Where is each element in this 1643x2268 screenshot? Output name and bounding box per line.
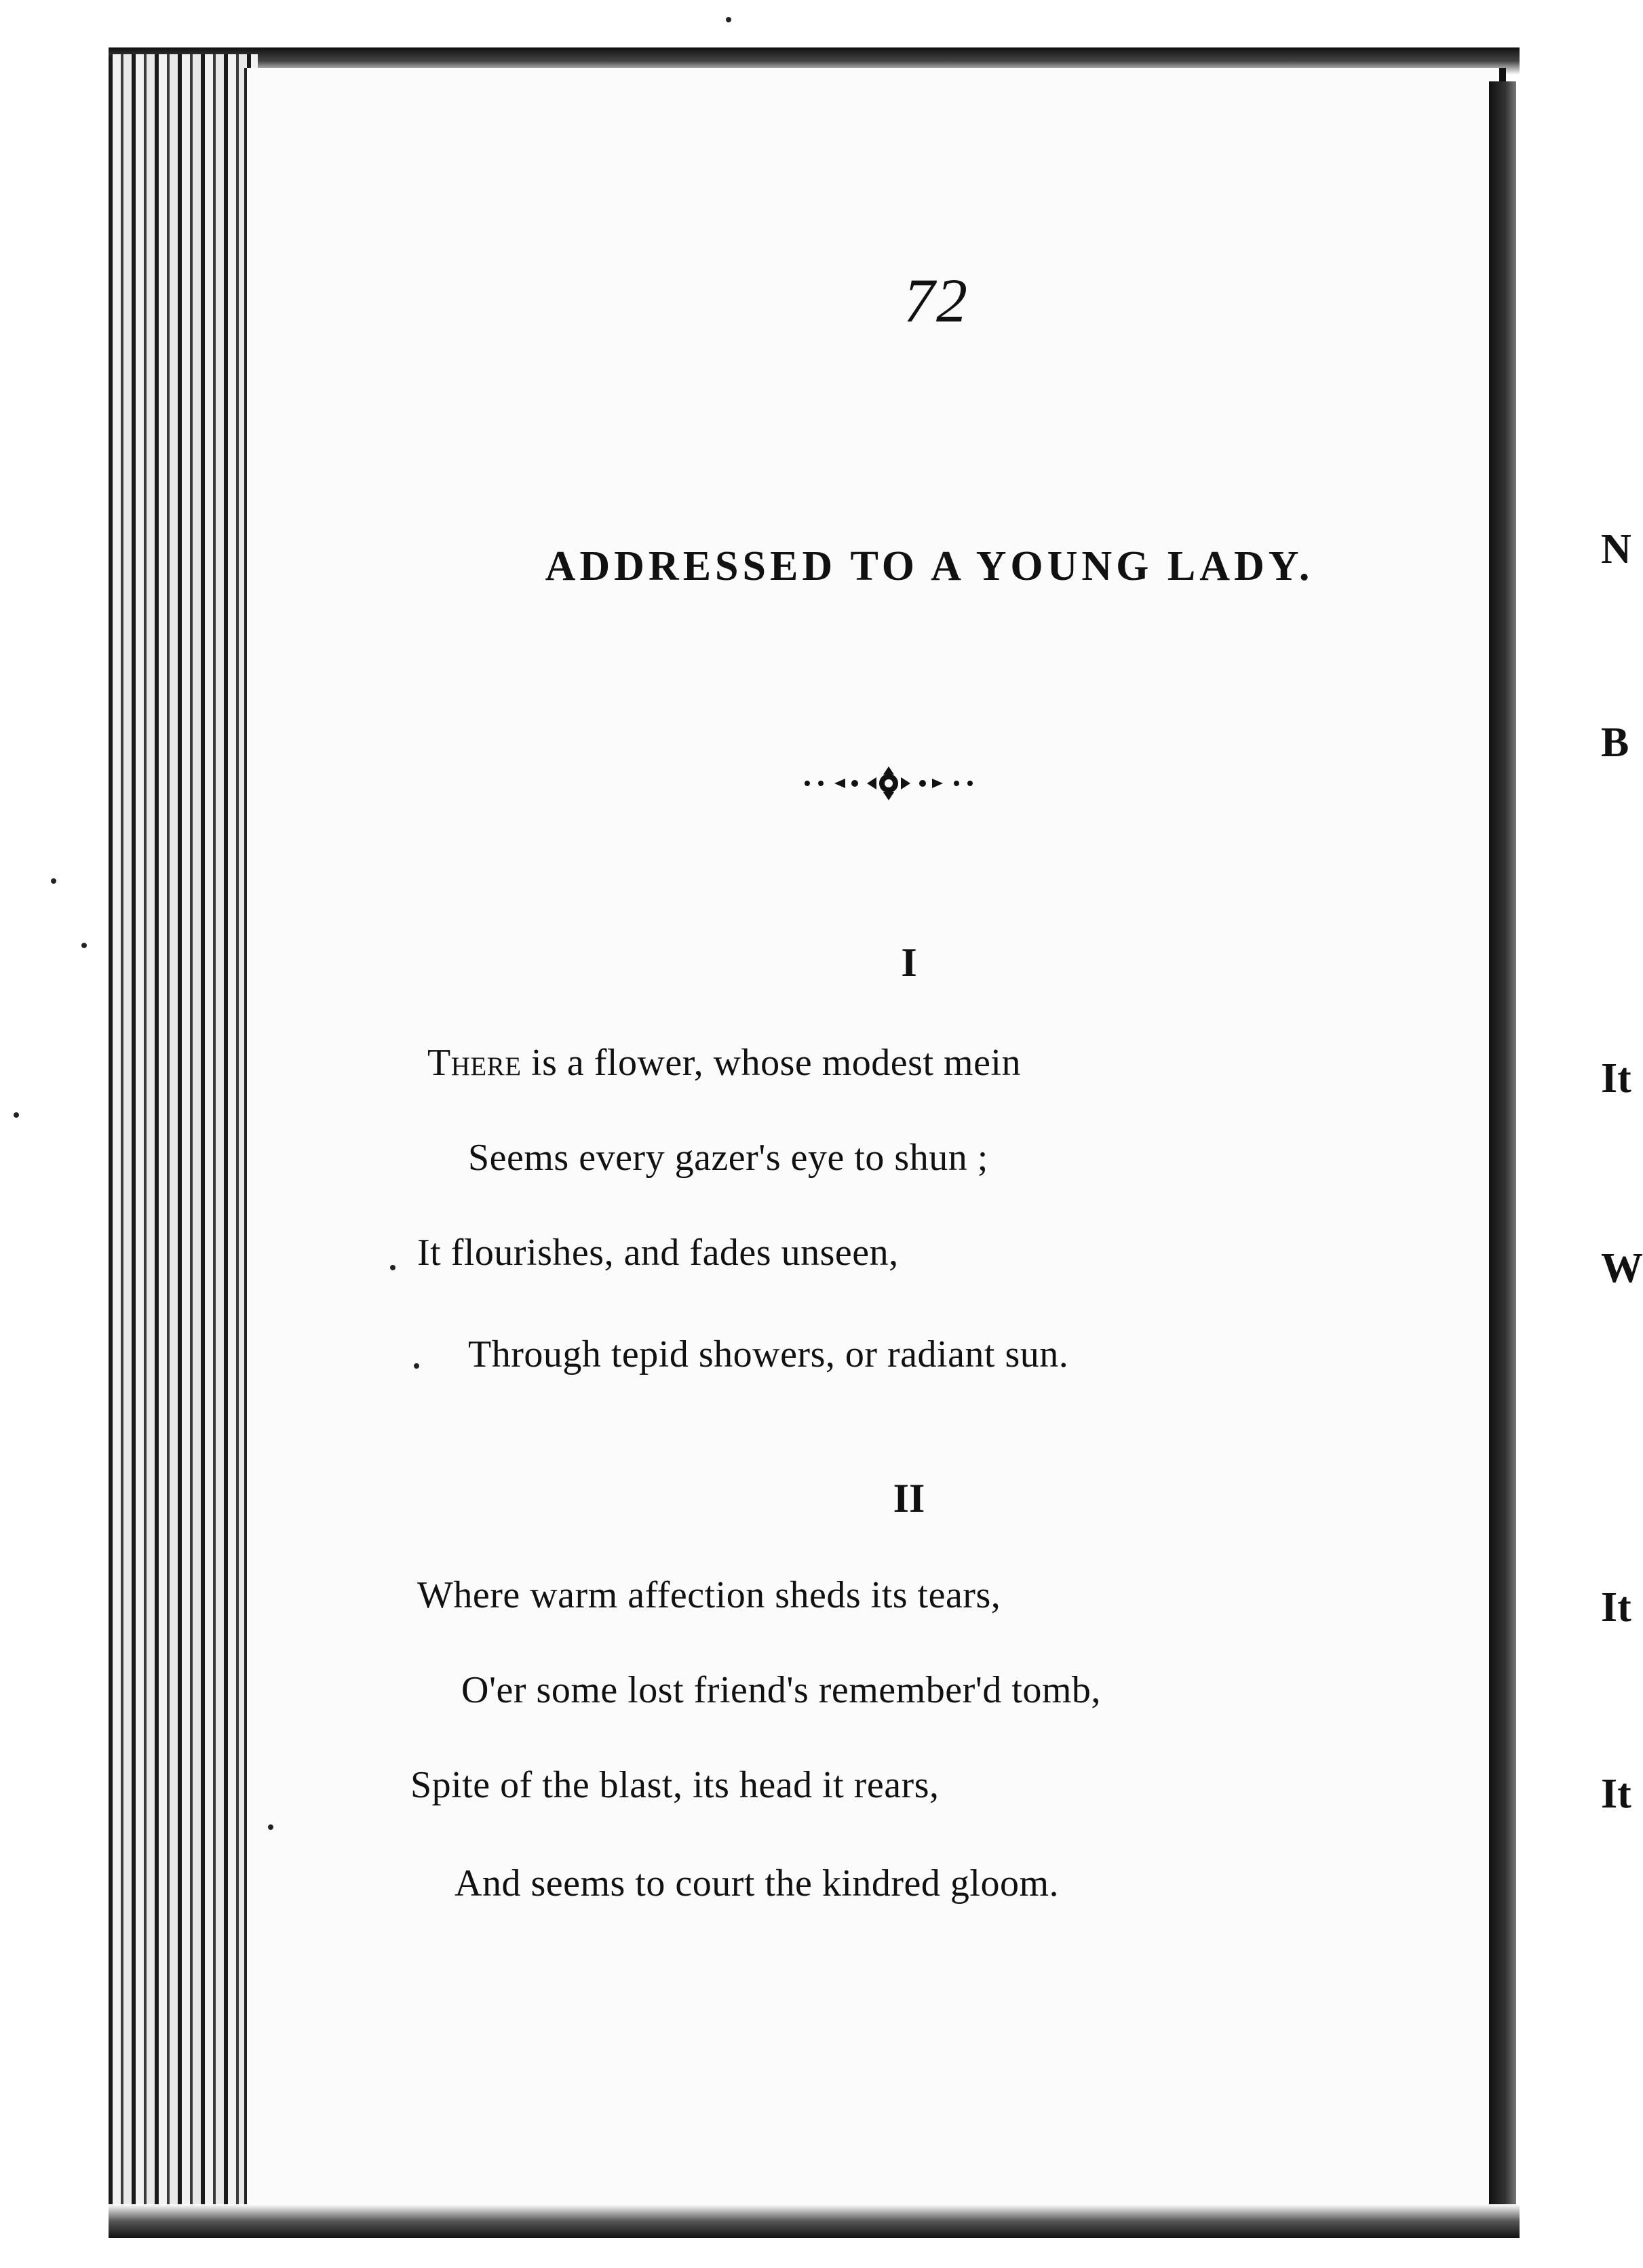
facing-page-fragment: N — [1601, 526, 1631, 572]
stanza-numeral: II — [893, 1476, 925, 1521]
facing-page-fragment: It — [1601, 1771, 1631, 1817]
verse-line: O'er some lost friend's remember'd tomb, — [461, 1669, 1101, 1711]
page-number: 72 — [904, 266, 969, 335]
verse-line — [427, 1041, 1021, 1084]
book-bottom-edge — [109, 2204, 1520, 2238]
facing-page-fragment: B — [1601, 720, 1629, 766]
verse-line: Where warm affection sheds its tears, — [417, 1574, 1001, 1616]
facing-page — [1516, 88, 1631, 2204]
scan-speck — [51, 878, 56, 884]
verse-line-text: is a flower, whose modest mein — [521, 1042, 1021, 1084]
verse-line: It flourishes, and fades unseen, — [417, 1232, 899, 1274]
poem-title: ADDRESSED TO A YOUNG LADY. — [545, 543, 1314, 589]
fleuron-ornament-icon — [787, 760, 990, 807]
facing-page-fragment: It — [1601, 1055, 1631, 1101]
facing-page-fragment: It — [1601, 1584, 1631, 1630]
verse-line: Spite of the blast, its head it rears, — [410, 1764, 940, 1806]
stanza-numeral: I — [901, 940, 917, 985]
scan-speck — [268, 1824, 273, 1830]
verse-line: And seems to court the kindred gloom. — [455, 1862, 1060, 1904]
scan-speck — [414, 1363, 419, 1369]
scan-speck — [81, 943, 87, 948]
verse-line: Seems every gazer's eye to shun ; — [468, 1137, 988, 1179]
scan-speck — [726, 17, 731, 22]
book-gutter — [1489, 81, 1516, 2211]
book-page-edges — [109, 54, 258, 2225]
verse-dropcap: There — [427, 1042, 522, 1084]
verse-line: Through tepid showers, or radiant sun. — [468, 1333, 1069, 1375]
facing-page-fragment: W — [1601, 1245, 1643, 1291]
scan-speck — [390, 1265, 395, 1270]
scan-speck — [14, 1112, 19, 1118]
